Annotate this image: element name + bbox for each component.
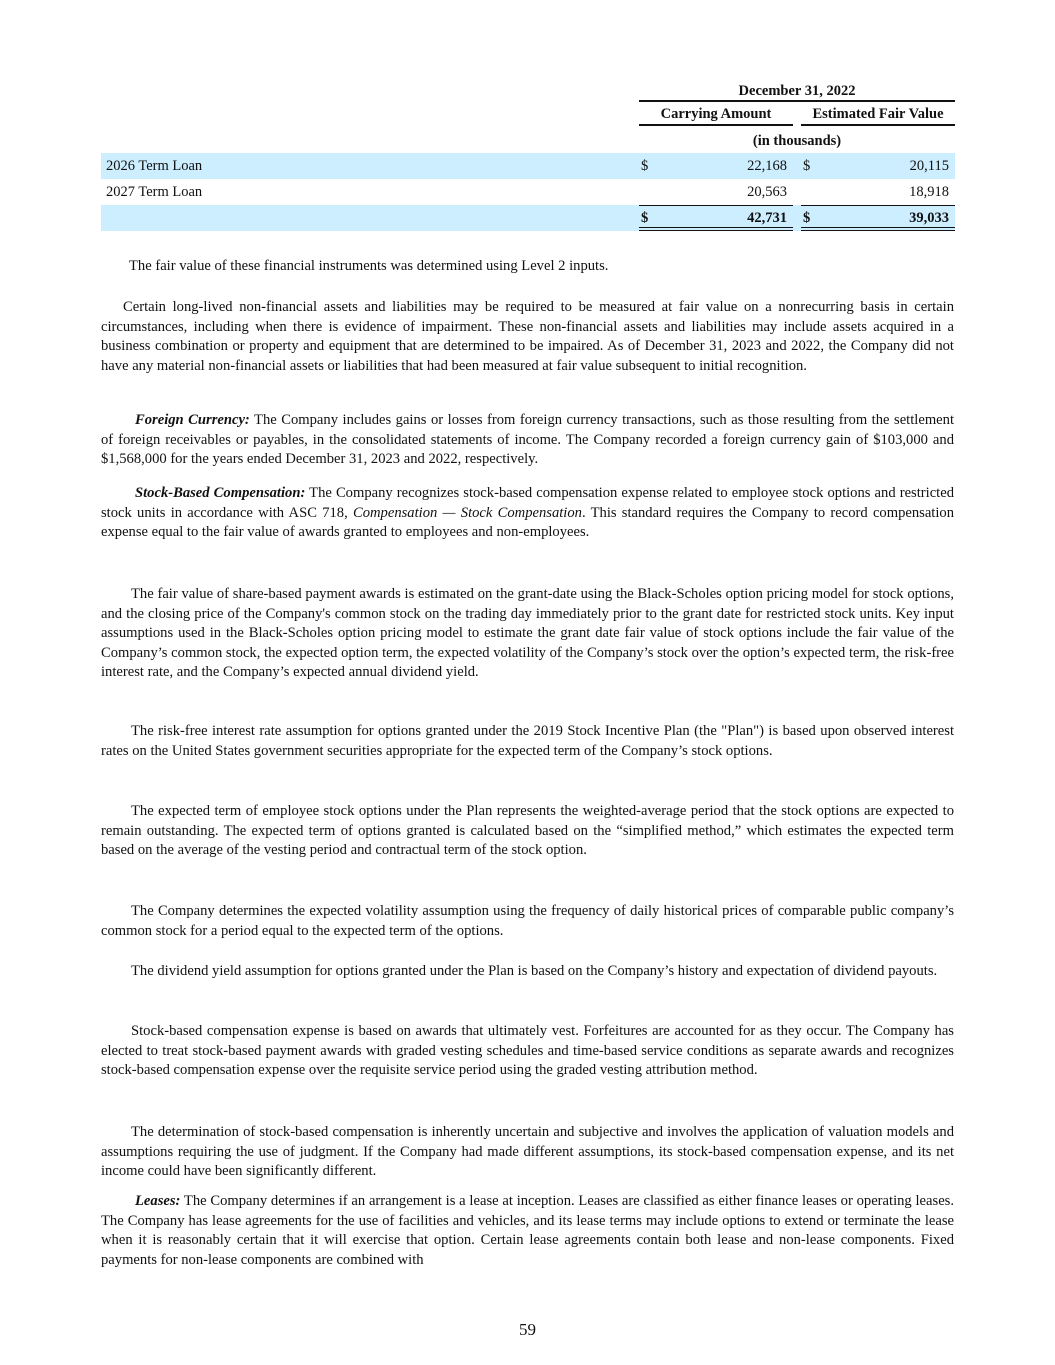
- stock-comp-standard-name: Compensation — Stock Compensation: [352, 504, 582, 521]
- heading-leases: Leases:: [135, 1193, 181, 1209]
- total-fair-value: 39,033: [909, 210, 949, 226]
- paragraph-forfeitures: Stock-based compensation expense is based on awards that ultimately vest. Forfeitures are accounted for as they occur. The Company has elected to treat stock-based payment awards with graded vesting schedules and time-based service conditions as separate awards and recognizes stock-based compensation expense over the requisite service period using the graded vesting attribution method.: [101, 1023, 954, 1079]
- table-header-columns-row: [101, 102, 955, 128]
- stock-comp-text-b: . This standard requires the Company to record compensation expense equal to the fair value of awards granted to employees and non-employees.: [101, 504, 955, 541]
- table-header-date-row: [101, 80, 955, 102]
- paragraph-leases: [101, 1192, 954, 1270]
- table-row: [101, 179, 955, 205]
- carrying-amount-value: 20,563: [747, 184, 787, 200]
- header-carrying-amount: Carrying Amount: [639, 102, 793, 126]
- leases-text: The Company determines if an arrangement is a lease at inception. Leases are classified as either finance leases or operating leases. The Company has lease agreements for the use of facilities and vehicles, and its lease terms may include options to extend or terminate the lease when it is reasonably certain that it will exercise that option. Certain lease agreements contain both lease and non-lease components. Fixed payments for non-lease components are combined with: [101, 1193, 954, 1268]
- paragraph-nonfinancial-assets: Certain long-lived non-financial assets and liabilities may be required to be measured at fair value on a nonrecurring basis in certain circumstances, including when there is evidence of impairment. These non-financial assets and liabilities may include assets acquired in a business combination or property and equipment that are determined to be impaired. As of December 31, 2023 and 2022, the Company did not have any material non-financial assets or liabilities that had been measured at fair value subsequent to initial recognition.: [101, 299, 954, 374]
- paragraph-foreign-currency: [101, 411, 954, 470]
- stock-comp-text-a: The Company recognizes stock-based compensation expense related to employee stock options and restricted stock units in accordance with ASC 718,: [101, 485, 955, 521]
- carrying-amount-value: 22,168: [747, 158, 787, 174]
- paragraph-dividend-yield: The dividend yield assumption for options granted under the Plan is based on the Company’s history and expectation of dividend payouts.: [131, 963, 938, 979]
- paragraph-risk-free-rate: The risk-free interest rate assumption for options granted under the 2019 Stock Incentive Plan (the "Plan") is based upon observed interest rates on the United States government securities appropriate for the expected term of the Company’s stock options.: [101, 723, 954, 759]
- currency-symbol: $: [803, 210, 811, 226]
- paragraph-expected-volatility: The Company determines the expected volatility assumption using the frequency of daily historical prices of comparable public company’s common stock for a period equal to the expected term of the options.: [101, 903, 954, 939]
- table-total-row: [101, 205, 955, 231]
- row-label: 2026 Term Loan: [106, 158, 203, 174]
- paragraph-stock-based-compensation: [101, 484, 954, 543]
- fair-value-table: [101, 80, 955, 231]
- page-number: 59: [519, 1320, 536, 1339]
- header-estimated-fair-value: Estimated Fair Value: [801, 102, 955, 126]
- fair-value-value: 20,115: [909, 158, 949, 174]
- table-row: [101, 153, 955, 179]
- header-units: (in thousands): [752, 133, 842, 149]
- paragraph-black-scholes: The fair value of share-based payment awards is estimated on the grant-date using the Black-Scholes option pricing model for stock options, and the closing price of the Company's common stock on the trading day immediately prior to the grant date for restricted stock units. Key input assumptions used in the Black-Scholes option pricing model to estimate the grant date fair value of stock options include the fair value of the Company’s common stock, the expected option term, the expected volatility of the Company’s stock over the option’s expected term, the risk-free interest rate, and the Company’s expected annual dividend yield.: [101, 586, 954, 681]
- foreign-currency-text: The Company includes gains or losses from foreign currency transactions, such as those resulting from the settlement of foreign receivables or payables, in the consolidated statements of income. The Company recorded a foreign currency gain of $103,000 and $1,568,000 for the years ended December 31, 2023 and 2022, respectively.: [101, 412, 955, 468]
- header-date: December 31, 2022: [639, 80, 955, 102]
- total-carrying-amount: 42,731: [747, 210, 787, 226]
- currency-symbol: $: [803, 158, 811, 174]
- heading-foreign-currency: Foreign Currency:: [135, 412, 250, 428]
- currency-symbol: $: [641, 158, 649, 174]
- paragraph-level2-inputs: The fair value of these financial instruments was determined using Level 2 inputs.: [129, 258, 609, 274]
- table-units-row: [101, 128, 955, 153]
- paragraph-judgment: The determination of stock-based compensation is inherently uncertain and subjective and involves the application of valuation models and assumptions requiring the use of judgment. If the Company had made different assumptions, its stock-based compensation expense, and its net income could have been significantly different.: [101, 1124, 954, 1180]
- row-label: 2027 Term Loan: [106, 184, 203, 200]
- currency-symbol: $: [641, 210, 649, 226]
- heading-stock-based-compensation: Stock-Based Compensation:: [135, 485, 306, 501]
- fair-value-value: 18,918: [909, 184, 949, 200]
- paragraph-expected-term: The expected term of employee stock options under the Plan represents the weighted-average period that the stock options are expected to remain outstanding. The expected term of options granted is calculated based on the “simplified method,” which estimates the expected term based on the average of the vesting period and contractual term of the stock option.: [101, 803, 954, 859]
